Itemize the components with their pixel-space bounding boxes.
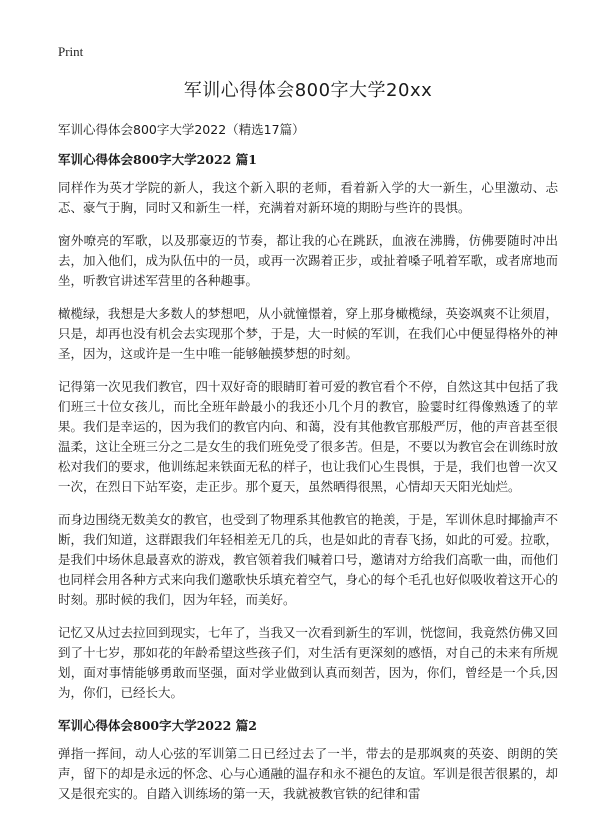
document-title: 军训心得体会800字大学20xx [183,80,433,101]
paragraph: 记忆又从过去拉回到现实，七年了，当我又一次看到新生的军训，恍惚间，我竟然仿佛又回到了十七岁，那如花的年龄希望这些孩子们，对生活有更深刻的感悟，对自己的未来有所规划，面对事情能够勇敢而坚强，面对学业做到认真而刻苦，因为，你们，曾经是一个兵,因为，你们，已经长大。 [58,625,559,700]
paragraph: 橄榄绿，我想是大多数人的梦想吧，从小就憧憬着，穿上那身橄榄绿，英姿飒爽不让须眉，只是，却再也没有机会去实现那个梦，于是，大一时候的军训，在我们心中便显得格外的神圣，因为，这或许是一生中唯一能够触摸梦想的时刻。 [58,306,559,361]
paragraph: 窗外嘹亮的军歌，以及那豪迈的节奏，都让我的心在跳跃，血液在沸腾，仿佛要随时冲出去，加入他们，成为队伍中的一员，或再一次踢着正步，或扯着嗓子吼着军歌，或者席地而坐，听教官讲述军营里的各种趣事。 [58,233,559,288]
document-body [58,150,558,817]
paragraph: 而身边围绕无数美女的教官，也受到了物理系其他教官的艳羡，于是，军训休息时揶揄声不断，我们知道，这群跟我们年轻相差无几的兵，也是如此的青春飞扬，如此的可爱。拉歌，是我们中场休息最喜欢的游戏，教官领着我们喊着口号，邀请对方给我们高歌一曲，而他们也同样会用各种方式来向我们邀歌快乐填充着空气，身心的每个毛孔也好似吸收着这开心的时刻。那时候的我们，因为年轻，而美好。 [58,512,559,607]
paragraph: 同样作为英才学院的新人，我这个新入职的老师，看着新入学的大一新生，心里激动、忐忑、豪气于胸，同时又和新生一样，充满着对新环境的期盼与些许的畏惧。 [58,180,558,215]
section-heading: 军训心得体会800字大学2022 篇1 [58,152,257,167]
paragraph: 记得第一次见我们教官，四十双好奇的眼睛盯着可爱的教官看个不停，自然这其中包括了我们班三十位女孩儿，而比全班年龄最小的我还小几个月的教官，脸霎时红得像熟透了的苹果。我们是幸运的，因为我们的教官内向、和蔼，没有其他教官那般严厉，他的声音甚至很温柔，这让全班三分之二是女生的我们班免受了很多苦。但是，不要以为教官会在训练时放松对我们的要求，他训练起来铁面无私的样子，也让我们心生畏惧，于是，我们也曾一次又一次，在烈日下站军姿，走正步。那个夏天，虽然晒得很黑，心情却天天阳光灿烂。 [58,379,559,494]
section-heading: 军训心得体会800字大学2022 篇2 [58,718,257,733]
print-label[interactable]: Print [58,44,84,59]
document-subtitle: 军训心得体会800字大学2022（精选17篇） [58,122,305,137]
paragraph: 弹指一挥间，动人心弦的军训第二日已经过去了一半，带去的是那飒爽的英姿、朗朗的笑声，留下的却是永远的怀念、心与心通融的温存和永不褪色的友谊。军训是很苦很累的，却又是很充实的。自踏入训练场的第一天，我就被教官铁的纪律和雷 [58,746,559,801]
